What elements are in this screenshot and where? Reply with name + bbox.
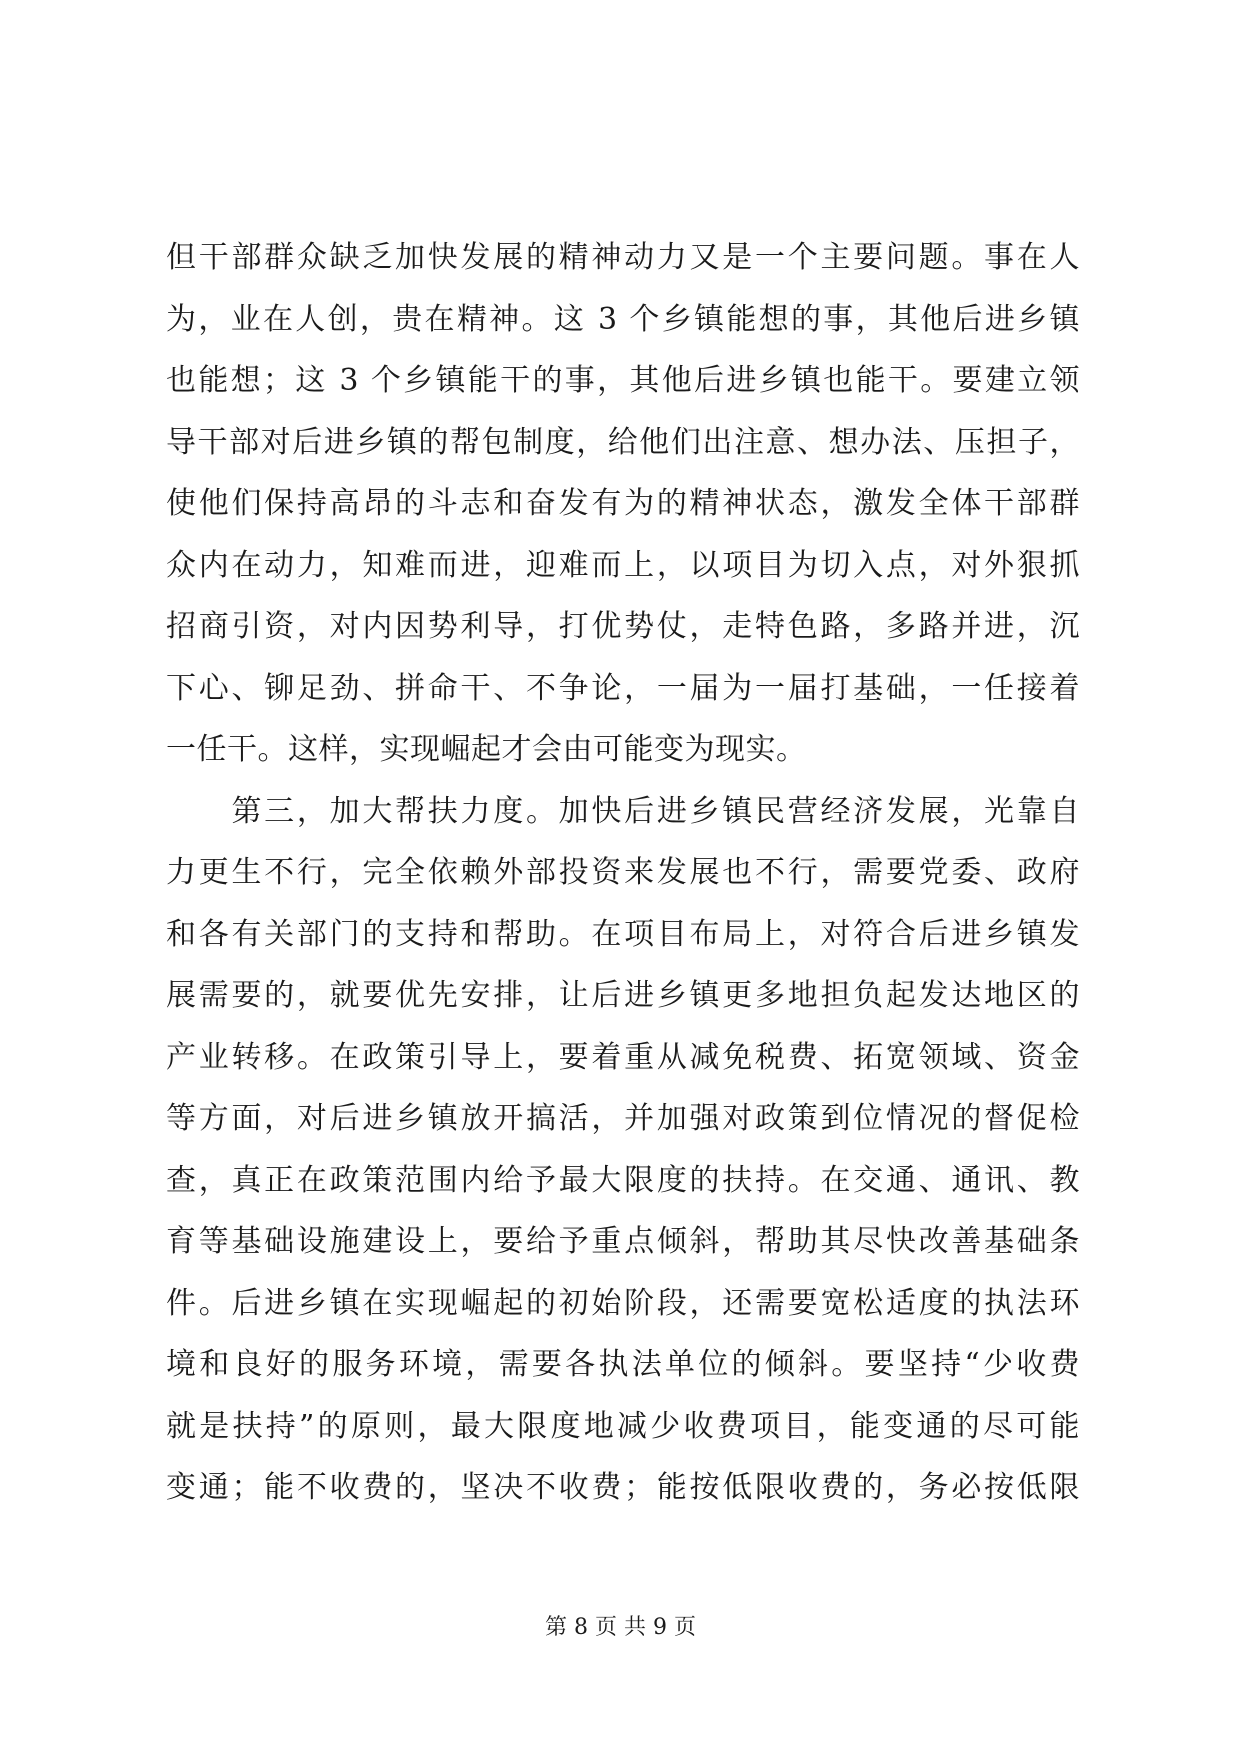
text-line: 导干部对后进乡镇的帮包制度，给他们出注意、想办法、压担子， <box>166 424 1080 460</box>
text-line: 产业转移。在政策引导上，要着重从减免税费、拓宽领域、资金 <box>166 1039 1080 1075</box>
text-line: 第三，加大帮扶力度。加快后进乡镇民营经济发展，光靠自 <box>166 793 1080 829</box>
text-line: 件。后进乡镇在实现崛起的初始阶段，还需要宽松适度的执法环 <box>166 1285 1080 1321</box>
text-line: 力更生不行，完全依赖外部投资来发展也不行，需要党委、政府 <box>166 855 1080 890</box>
text-line: 下心、铆足劲、拼命干、不争论，一届为一届打基础，一任接着 <box>166 670 1080 706</box>
text-line: 境和良好的服务环境，需要各执法单位的倾斜。要坚持“少收费 <box>166 1347 1080 1382</box>
text-line: 使他们保持高昂的斗志和奋发有为的精神状态，激发全体干部群 <box>166 486 1080 521</box>
text-line: 变通；能不收费的，坚决不收费；能按低限收费的，务必按低限 <box>166 1470 1080 1505</box>
body-text <box>166 227 1080 1519</box>
text-line: 为，业在人创，贵在精神。这 3 个乡镇能想的事，其他后进乡镇 <box>166 301 1080 337</box>
text-line: 众内在动力，知难而进，迎难而上，以项目为切入点，对外狠抓 <box>166 547 1080 583</box>
page-number-footer: 第 8 页 共 9 页 <box>545 1615 696 1640</box>
text-line: 一任干。这样，实现崛起才会由可能变为现实。 <box>166 732 807 767</box>
text-line: 招商引资，对内因势利导，打优势仗，走特色路，多路并进，沉 <box>166 609 1080 644</box>
text-line: 等方面，对后进乡镇放开搞活，并加强对政策到位情况的督促检 <box>166 1101 1080 1136</box>
text-line: 展需要的，就要优先安排，让后进乡镇更多地担负起发达地区的 <box>166 978 1080 1013</box>
text-line: 但干部群众缺乏加快发展的精神动力又是一个主要问题。事在人 <box>166 240 1080 275</box>
text-line: 和各有关部门的支持和帮助。在项目布局上，对符合后进乡镇发 <box>166 916 1080 952</box>
text-line: 就是扶持”的原则，最大限度地减少收费项目，能变通的尽可能 <box>166 1408 1080 1444</box>
text-line: 也能想；这 3 个乡镇能干的事，其他后进乡镇也能干。要建立领 <box>166 363 1080 398</box>
text-line: 育等基础设施建设上，要给予重点倾斜，帮助其尽快改善基础条 <box>166 1224 1080 1259</box>
text-line: 查，真正在政策范围内给予最大限度的扶持。在交通、通讯、教 <box>166 1162 1080 1198</box>
